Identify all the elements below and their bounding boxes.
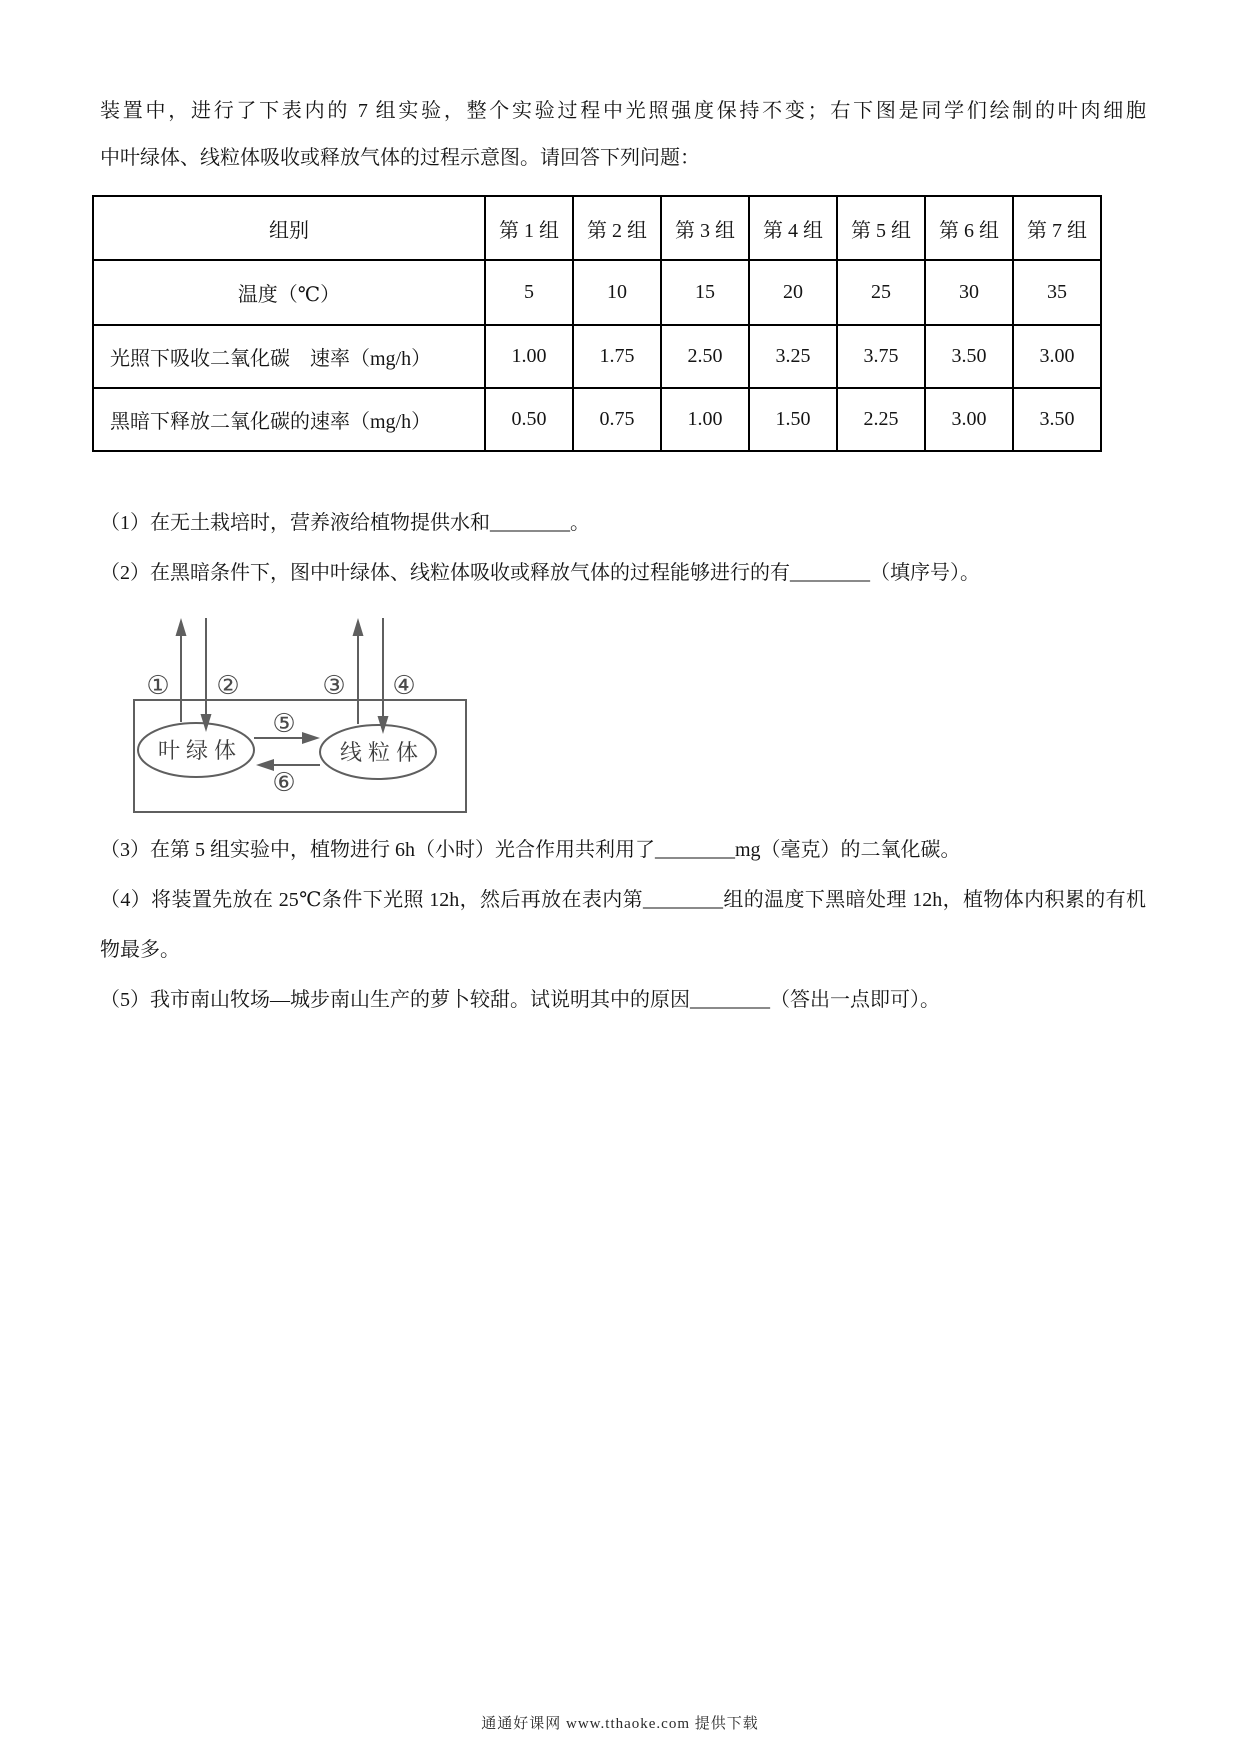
dark-value: 2.25 <box>837 388 925 451</box>
temp-value: 25 <box>837 260 925 325</box>
arrow-label-2: ② <box>216 671 240 701</box>
row-label-dark-release: 黑暗下释放二氧化碳的速率（mg/h） <box>93 388 485 451</box>
light-value: 1.75 <box>573 325 661 388</box>
light-value: 3.75 <box>837 325 925 388</box>
table-header-row <box>93 196 1101 260</box>
arrow-label-5: ⑤ <box>272 709 296 739</box>
header-cell-g1: 第 1 组 <box>485 196 573 260</box>
light-value: 3.00 <box>1013 325 1101 388</box>
experiment-table <box>92 195 1102 452</box>
temp-value: 5 <box>485 260 573 325</box>
table-row-light-absorption <box>93 325 1101 388</box>
question-3: （3）在第 5 组实验中，植物进行 6h（小时）光合作用共利用了________mg（毫克）的二氧化碳。 <box>100 839 961 861</box>
dark-value: 1.00 <box>661 388 749 451</box>
arrow-label-4: ④ <box>392 671 416 701</box>
header-cell-g5: 第 5 组 <box>837 196 925 260</box>
arrow-label-3: ③ <box>322 671 346 701</box>
dark-value: 0.75 <box>573 388 661 451</box>
row-label-temperature: 温度（℃） <box>93 260 485 325</box>
light-value: 1.00 <box>485 325 573 388</box>
dark-value: 3.50 <box>1013 388 1101 451</box>
intro-paragraph <box>100 88 1146 182</box>
question-2: （2）在黑暗条件下，图中叶绿体、线粒体吸收或释放气体的过程能够进行的有________（填序号）。 <box>100 562 980 584</box>
header-cell-g2: 第 2 组 <box>573 196 661 260</box>
header-cell-g6: 第 6 组 <box>925 196 1013 260</box>
question-5: （5）我市南山牧场—城步南山生产的萝卜较甜。试说明其中的原因________（答出一点即可）。 <box>100 989 940 1011</box>
temp-value: 10 <box>573 260 661 325</box>
table-row-temperature <box>93 260 1101 325</box>
page-content <box>100 88 1146 1025</box>
header-cell-g7: 第 7 组 <box>1013 196 1101 260</box>
intro-line-1: 装置中，进行了下表内的 7 组实验，整个实验过程中光照强度保持不变；右下图是同学们绘制的叶肉细胞 <box>100 100 1146 122</box>
arrow-1-up-icon <box>176 618 187 722</box>
light-value: 3.25 <box>749 325 837 388</box>
dark-value: 3.00 <box>925 388 1013 451</box>
dark-value: 1.50 <box>749 388 837 451</box>
question-4: （4）将装置先放在 25℃条件下光照 12h，然后再放在表内第________组的温度下黑暗处理 12h，植物体内积累的有机物最多。 <box>100 889 1146 961</box>
dark-value: 0.50 <box>485 388 573 451</box>
temp-value: 35 <box>1013 260 1101 325</box>
footer-watermark <box>0 1712 1240 1733</box>
arrow-2-down-icon <box>201 618 212 732</box>
questions-block <box>100 498 1146 1025</box>
arrow-4-down-icon <box>378 618 389 734</box>
footer-text: 通通好课网 www.tthaoke.com 提供下载 <box>481 1716 759 1732</box>
arrow-label-1: ① <box>146 671 170 701</box>
header-cell-g4: 第 4 组 <box>749 196 837 260</box>
light-value: 3.50 <box>925 325 1013 388</box>
arrow-3-up-icon <box>353 618 364 724</box>
arrow-label-6: ⑥ <box>272 768 296 798</box>
row-label-light-absorption: 光照下吸收二氧化碳 速率（mg/h） <box>93 325 485 388</box>
question-1: （1）在无土栽培时，营养液给植物提供水和________。 <box>100 512 590 534</box>
temp-value: 30 <box>925 260 1013 325</box>
header-cell-g3: 第 3 组 <box>661 196 749 260</box>
chloroplast-label: 叶绿体 <box>157 738 243 763</box>
header-cell-group: 组别 <box>93 196 485 260</box>
cell-process-diagram <box>106 610 1146 815</box>
table-row-dark-release <box>93 388 1101 451</box>
temp-value: 15 <box>661 260 749 325</box>
mitochondria-label: 线粒体 <box>339 740 425 765</box>
temp-value: 20 <box>749 260 837 325</box>
intro-line-2: 中叶绿体、线粒体吸收或释放气体的过程示意图。请回答下列问题： <box>100 147 700 169</box>
light-value: 2.50 <box>661 325 749 388</box>
